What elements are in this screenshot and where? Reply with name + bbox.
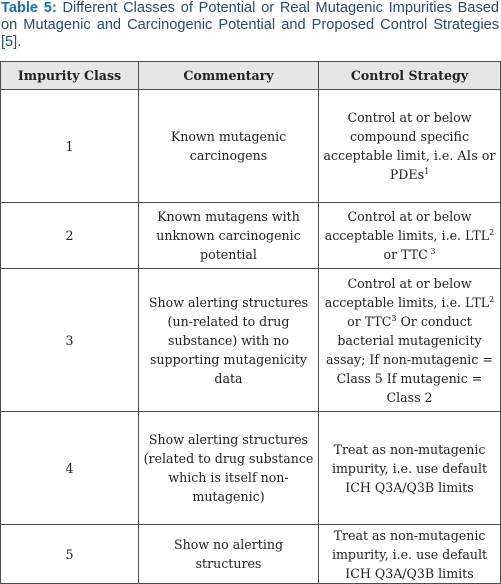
cell-strategy — [319, 203, 501, 269]
cell-commentary: Known mutagens with unknown carcinogenic potential — [139, 203, 319, 269]
table-caption — [1, 0, 499, 51]
footnote-marker: 3 — [427, 246, 436, 256]
header-commentary: Commentary — [139, 62, 319, 90]
caption-text: Different Classes of Potential or Real Mutagenic Impurities Based on Mutagenic and Carcinogenic Potential and Proposed Control Strategies [5]. — [1, 0, 499, 50]
cell-class: 2 — [1, 203, 139, 269]
cell-commentary: Show no alerting structures — [139, 525, 319, 584]
cell-strategy: Treat as non-mutagenic impurity, i.e. use default ICH Q3A/Q3B limits — [319, 412, 501, 525]
cell-class: 1 — [1, 90, 139, 203]
impurity-classes-table — [0, 61, 501, 584]
cell-commentary: Show alerting structures (related to drug substance which is itself non-mutagenic) — [139, 412, 319, 525]
table-row — [1, 525, 501, 584]
header-control-strategy: Control Strategy — [319, 62, 501, 90]
cell-class: 5 — [1, 525, 139, 584]
table-row — [1, 90, 501, 203]
header-row — [1, 62, 501, 90]
cell-strategy: Treat as non-mutagenic impurity, i.e. use default ICH Q3A/Q3B limits — [319, 525, 501, 584]
cell-class: 4 — [1, 412, 139, 525]
caption-label: Table 5: — [1, 0, 57, 16]
footnote-marker: 1 — [424, 166, 430, 176]
table-row — [1, 269, 501, 412]
cell-commentary: Show alerting structures (un-related to drug substance) with no supporting mutagenicity data — [139, 269, 319, 412]
table-row — [1, 412, 501, 525]
footnote-marker: 2 — [489, 294, 495, 304]
cell-strategy — [319, 90, 501, 203]
strategy-text: Control at or below acceptable limits, i.e. LTL — [324, 275, 490, 310]
cell-class: 3 — [1, 269, 139, 412]
strategy-text: or TTC — [383, 247, 428, 262]
cell-commentary: Known mutagenic carcinogens — [139, 90, 319, 203]
strategy-text: or TTC — [347, 313, 392, 329]
strategy-text: Control at or below compound specific acceptable limit, i.e. AIs or PDEs — [323, 110, 496, 182]
footnote-marker: 3 — [391, 313, 397, 323]
header-impurity-class: Impurity Class — [1, 62, 139, 90]
table-row — [1, 203, 501, 269]
strategy-text: Or conduct bacterial mutagenicity assay; If non-mutagenic = Class 5 If mutagenic = Class 2 — [326, 313, 493, 405]
footnote-marker: 2 — [489, 227, 495, 237]
cell-strategy — [319, 269, 501, 412]
strategy-text: Control at or below acceptable limits, i.e. LTL — [324, 209, 490, 243]
